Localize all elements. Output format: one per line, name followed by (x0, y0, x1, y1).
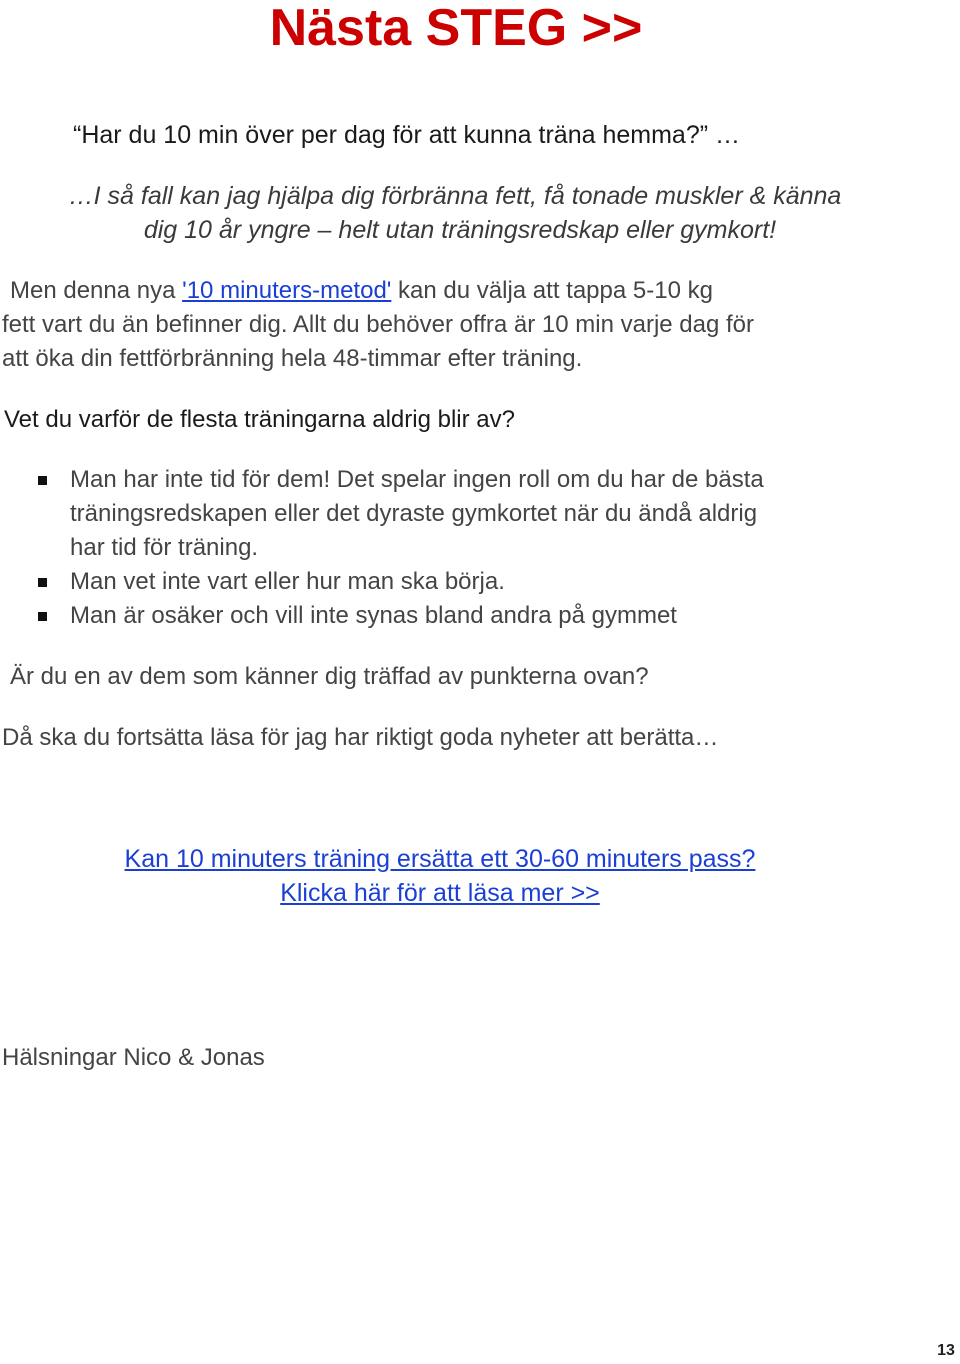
paragraph-line-2: fett vart du än befinner dig. Allt du behöver offra är 10 min varje dag för (2, 311, 755, 338)
bullet-2: Man vet inte vart eller hur man ska börja. (70, 568, 505, 595)
cta-line-2 (0, 876, 880, 910)
bullet-3: Man är osäker och vill inte synas bland andra på gymmet (70, 602, 677, 629)
paragraph-text-before: Men denna nya (10, 277, 183, 304)
method-link[interactable]: '10 minuters-metod' (182, 277, 392, 304)
paragraph-line-3: att öka din fettförbränning hela 48-timmar efter träning. (2, 345, 583, 372)
intro-line-2: dig 10 år yngre – helt utan träningsredskap eller gymkort! (143, 216, 777, 244)
bullet-1-line-3: har tid för träning. (70, 534, 259, 561)
bullet-1-line-1: Man har inte tid för dem! Det spelar ingen roll om du har de bästa (70, 466, 764, 493)
page-number: 13 (937, 1342, 955, 1359)
bullet-1-line-2: träningsredskapen eller det dyraste gymkortet när du ändå aldrig (70, 500, 758, 527)
section-heading: Vet du varför de flesta träningarna aldrig blir av? (4, 406, 515, 433)
paragraph-line-1 (10, 274, 713, 308)
page-title: Nästa STEG >> (269, 0, 643, 57)
read-more-link[interactable]: Klicka här för att läsa mer >> (280, 879, 600, 907)
bullet-square-icon (38, 612, 47, 621)
paragraph-text-after: kan du välja att tappa 5-10 kg (391, 277, 713, 304)
signature: Hälsningar Nico & Jonas (2, 1044, 265, 1071)
bullet-square-icon (38, 476, 47, 485)
bullet-square-icon (38, 578, 47, 587)
closing-question: Är du en av dem som känner dig träffad av punkterna ovan? (10, 663, 649, 690)
intro-line-1: …I så fall kan jag hjälpa dig förbränna fett, få tonade muskler & känna (68, 182, 842, 210)
closing-continue: Då ska du fortsätta läsa för jag har riktigt goda nyheter att berätta… (2, 724, 719, 751)
cta-question-link[interactable]: Kan 10 minuters träning ersätta ett 30-60 minuters pass? (124, 845, 756, 873)
cta-line-1 (0, 842, 880, 876)
intro-question: “Har du 10 min över per dag för att kunna träna hemma?” … (73, 121, 740, 149)
